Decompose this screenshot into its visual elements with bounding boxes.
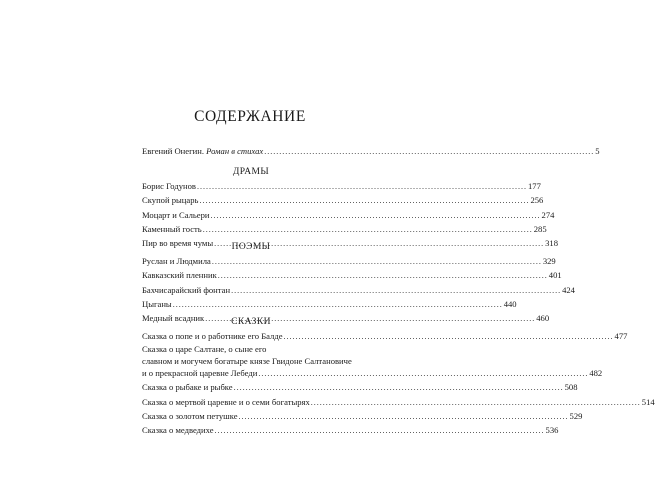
entry-title: Сказка о медведихе xyxy=(142,425,214,436)
leader-dots xyxy=(231,284,561,298)
entry-title: Сказка о попе и о работнике его Балде xyxy=(142,331,283,341)
toc-entry xyxy=(142,409,583,423)
entry-title-line: и о прекрасной царевне Лебеди xyxy=(142,368,258,379)
leader-dots xyxy=(203,223,533,237)
leader-dots xyxy=(234,381,564,395)
toc-entry xyxy=(142,423,559,437)
toc-entry-saltan xyxy=(142,343,603,380)
entry-title: Сказка о золотом петушке xyxy=(142,410,238,421)
entry-title: Каменный гость xyxy=(142,223,202,234)
entry-title: Моцарт и Сальери xyxy=(142,209,210,220)
entry-page: 329 xyxy=(542,256,556,266)
entry-subtitle: Роман в стихах xyxy=(206,146,264,156)
section-heading-poemy: ПОЭМЫ xyxy=(231,242,271,252)
leader-dots xyxy=(264,145,594,159)
entry-title: Борис Годунов xyxy=(142,181,196,191)
toc-entry xyxy=(142,297,517,311)
leader-dots xyxy=(258,367,588,380)
toc-entry xyxy=(142,268,562,282)
leader-dots xyxy=(173,298,503,312)
toc-entry xyxy=(142,283,575,297)
entry-page: 440 xyxy=(503,298,517,309)
leader-dots xyxy=(239,410,569,424)
leader-dots xyxy=(218,269,548,283)
leader-dots xyxy=(199,194,529,208)
section-heading-skazki: СКАЗКИ xyxy=(231,317,271,327)
toc-entry xyxy=(142,222,547,236)
entry-title: Сказка о рыбаке и рыбке xyxy=(142,382,233,393)
entry-page: 177 xyxy=(527,181,541,191)
entry-page: 477 xyxy=(614,331,628,341)
toc-entry xyxy=(142,380,578,394)
entry-page: 508 xyxy=(564,382,578,393)
entry-page: 514 xyxy=(641,396,655,407)
entry-title xyxy=(142,144,263,158)
entry-title: Сказка о мертвой царевне и о семи богатырях xyxy=(142,396,310,407)
entry-page: 274 xyxy=(541,209,555,220)
entry-title: Бахчисарайский фонтан xyxy=(142,284,231,295)
leader-dots xyxy=(215,424,545,438)
toc-entry xyxy=(142,395,655,409)
entry-page: 285 xyxy=(533,223,547,234)
entry-page: 460 xyxy=(536,313,550,324)
onegin-section xyxy=(142,144,600,158)
entry-page: 529 xyxy=(569,410,583,421)
leader-dots xyxy=(197,180,527,194)
toc-entry xyxy=(142,329,628,343)
entry-title-line: славном и могучем богатыре князе Гвидоне Салтановиче xyxy=(142,356,352,367)
entry-page: 536 xyxy=(545,425,559,436)
entry-page: 318 xyxy=(545,238,559,249)
section-heading-dramy: ДРАМЫ xyxy=(232,167,270,177)
entry-title: Руслан и Людмила xyxy=(142,256,211,266)
entry-page: 401 xyxy=(548,270,562,281)
toc-entry xyxy=(142,179,541,193)
entry-page: 482 xyxy=(589,368,603,379)
toc-entry xyxy=(142,208,555,222)
entry-title: Скупой рыцарь xyxy=(142,195,199,206)
toc-entry xyxy=(142,254,556,268)
dramy-section xyxy=(142,165,559,250)
entry-title: Кавказский пленник xyxy=(142,270,217,281)
entry-title-main: Евгений Онегин. xyxy=(142,146,207,156)
entry-title: Пир во время чумы xyxy=(142,238,214,249)
page-title: СОДЕРЖАНИЕ xyxy=(194,108,306,125)
leader-dots xyxy=(211,209,541,223)
entry-title-line: Сказка о царе Салтане, о сыне его xyxy=(142,344,267,355)
leader-dots xyxy=(284,330,614,344)
entry-title: Медный всадник xyxy=(142,313,205,324)
entry-last-line xyxy=(142,367,603,380)
entry-page: 424 xyxy=(562,284,575,295)
toc-entry xyxy=(142,193,544,207)
toc-entry-onegin xyxy=(142,144,600,158)
leader-dots xyxy=(212,255,542,269)
entry-page: 5 xyxy=(595,146,600,156)
entry-title: Цыганы xyxy=(142,298,172,309)
leader-dots xyxy=(311,396,641,410)
entry-page: 256 xyxy=(530,195,544,206)
